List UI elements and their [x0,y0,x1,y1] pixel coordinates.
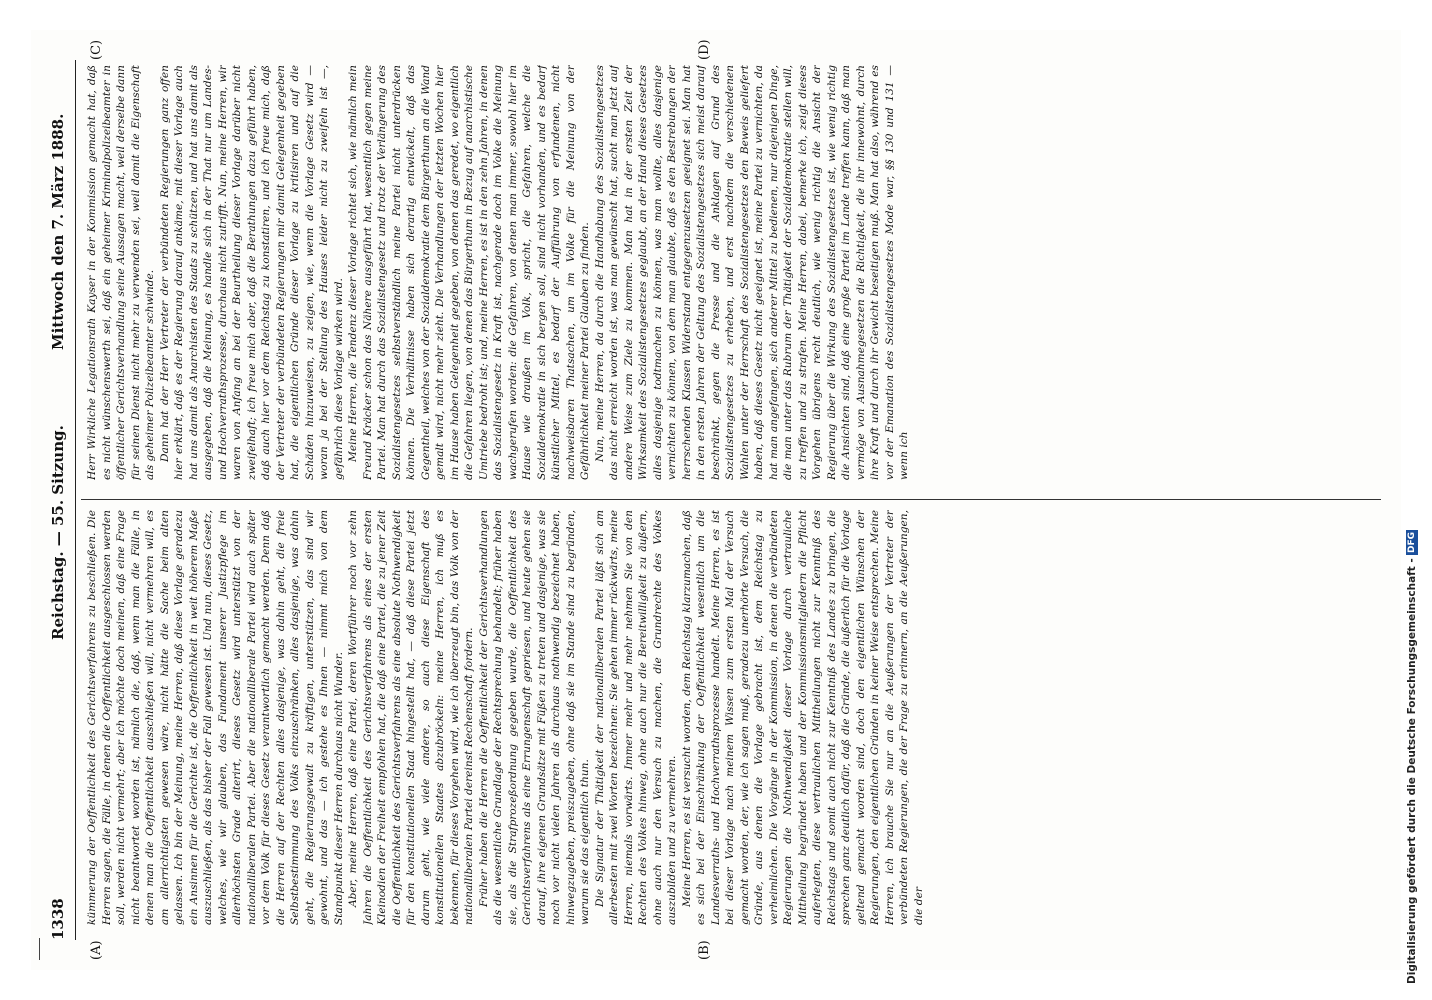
paragraph: Aber, meine Herren, daß eine Partei, deren Wortführer noch vor zehn Jahren die Oeffentlichkeit des Gerichtsverfahrens als eines der ersten Kleinodien der Freiheit empfohlen hat, die daß eine Partei, die zu jener Zeit die Oeffentlichkeit des Gerichtsverfahrens als eine absolute Nothwendigkeit für den konstitutionellen Staat hingestellt hat, — daß diese Partei jetzt darum geht, wie viele andere, so auch diese Eigenschaft des konstitutionellen Staates abzubröckeln: meine Herren, ich muß es bekennen, für dieses Vorgehen wird, wie ich überzeugt bin, das Volk von der nationalliberalen Partei dereinst Rechenschaft fordern. [347,510,475,925]
session-title: Reichstag. — 55. Sitzung. [49,425,67,640]
margin-marker-d: (D) [697,39,712,60]
right-text-column [85,65,1381,480]
session-date: Mittwoch den 7. März 1888. [49,113,67,350]
paragraph: Herr Wirkliche Legationsrath Kayser in der Kommission gemacht hat, daß es nicht wünschenswerth sei, daß ein geheimer Kriminalpolizeibeamter in öffentlicher Gerichtsverhandlung seine Aussagen macht, weil derselbe dann für seinen Dienst nicht mehr zu verwenden sei, weil damit die Eigenschaft als geheimer Polizeibeamter schwinde. [86,65,156,480]
paragraph: kümmerung der Oeffentlichkeit des Gerichtsverfahrens zu beschließen. Die Herren sagen, die Fälle, in denen die Oeffentlichkeit ausgeschlossen werden soll, werden nicht vermehrt; aber ich möchte doch meinen, daß eine Frage nicht beantwortet worden ist, nämlich die, daß, wenn man die Fälle, in denen man die Oeffentlichkeit ausschließen will, nicht vermehren will, es am allerrichtigsten gewesen wäre, nicht hätte die Sache beim alten gelassen. Ich bin der Meinung, meine Herren, daß diese Vorlage geradezu ein Ansinnen für die Gerichte ist, die Oeffentlichkeit in weit höherem Maße auszuschließen, als das bisher der Fall gewesen ist. Und nun, dieses Gesetz, welches, wie wir glauben, das Fundament unserer Justizpflege im allerhöchsten Grade alterirt, dieses Gesetz wird unterstützt von der nationalliberalen Partei. Aber die nationalliberale Partei wird auch später vor dem Volk für dieses Gesetz verantwortlich gemacht werden. Denn daß die Herren auf der Rechten alles dasjenige, was dahin geht, die freie Selbstbestimmung des Volks einzuschränken, alles dasjenige, was dahin geht, die Regierungsgewalt zu kräftigen, unterstützen, das sind wir gewohnt, und das — ich gestehe es Ihnen — nimmt mich von dem Standpunkt dieser Herren durchaus nicht Wunder. [86,510,345,925]
paragraph: Früher haben die Herren die Oeffentlichkeit der Gerichtsverhandlungen als die wesentliche Grundlage der Rechtsprechung behandelt; früher haben sie, als die Strafprozeßordnung gegeben wurde, die Oeffentlichkeit des Gerichtsverfahrens als eine Errungenschaft gepriesen, und heute gehen sie darauf, ihre eigenen Grundsätze mit Füßen zu treten und dasjenige, was sie noch vor nicht vielen Jahren als durchaus nothwendig bezeichnet haben, hinwegzugeben, preiszugeben, ohne daß sie im Stande sind zu begründen, warum sie das eigentlich thun. [477,510,591,925]
header-rule [75,60,76,940]
left-text-column [85,510,1381,925]
paragraph: Meine Herren, es ist versucht worden, dem Reichstag klarzumachen, daß es sich bei der Einschränkung der Oeffentlichkeit wesentlich um die Landesverraths- und Hochverrathsprozesse handelt. Meine Herren, es ist bei dieser Vorlage nach meinem Wissen zum ersten Mal der Versuch gemacht worden, der, wie ich sagen muß, geradezu unerhörte Versuch, die Gründe, aus denen die Vorlage gebracht ist, dem Reichstag zu verheimlichen. Die Vorgänge in der Kommission, in denen die verbündeten Regierungen die Nothwendigkeit dieser Vorlage durch vertrauliche Mittheilung begründet haben und der Kommissionsmitgliedern die Pflicht auferlegten, diese vertraulichen Mittheilungen nicht zur Kenntniß des Reichstags und somit auch nicht zur Kenntniß des Landes zu bringen, die sprechen ganz deutlich dafür, daß die Gründe, die äußerlich für die Vorlage geltend gemacht worden sind, doch den eigentlichen Wünschen der Regierungen, den eigentlichen Gründen in keiner Weise entsprechen. Meine Herren, ich brauche Sie nur an die Aeußerungen der Vertreter der verbündeten Regierungen, die der Frage zu erinnern, an die Aeußerungen, die der [680,510,925,925]
running-head [49,60,75,940]
digitization-credit [1406,16,1426,984]
dfg-logo: DFG [1407,531,1417,553]
margin-marker-b: (B) [697,940,712,960]
paragraph: Dann hat der Herr Vertreter der verbündeten Regierungen ganz offen hier erklärt, daß es der Regierung darauf ankäme, mit dieser Vorlage auch hat uns damit als Anarchisten des Staats zu schützen, und hat uns damit als ausgegeben, daß die Meinung, es handle sich in der That nur um Landes- und Hochverrathsprozesse, durchaus nicht zutrifft. Nun, meine Herren, wir waren von Anfang an bei der Beurtheilung dieser Vorlage darüber nicht zweifelhaft; ich freue mich aber, daß die Berathungen dazu geführt haben, daß auch hier vor dem Reichstag zu konstatiren, und ich freue mich, daß der Vertreter der verbündeten Regierungen mir damit Gelegenheit gegeben hat, die eigentlichen Gründe dieser Vorlage zu kritisiren und auf die Schäden hinzuweisen, zu zeigen, wie, wenn die Vorlage Gesetz wird — woran ja bei der Stellung des Hauses leider nicht zu zweifeln ist —, gefährlich diese Vorlage wirken wird. [158,65,345,480]
scan-mark [39,938,40,960]
paragraph: Die Signatur der Thätigkeit der nationalliberalen Partei läßt sich am allerbesten mit zwei Worten bezeichnen: Sie gehen immer rückwärts, meine Herren, niemals vorwärts. Immer mehr und mehr nehmen Sie von den Rechten des Volkes hinweg, ohne auch nur die Bereitwilligkeit zu äußern, ohne auch nur den Versuch zu machen, die Grundrechte des Volkes auszubilden und zu vermehren. [593,510,678,925]
paragraph: Meine Herren, die Tendenz dieser Vorlage richtet sich, wie nämlich mein Freund Kräcker schon das Nähere ausgeführt hat, wesentlich gegen meine Partei. Man hat durch das Sozialistengesetz und trotz der Verlängerung des Sozialistengesetzes selbstverständlich meine Partei nicht unterdrücken können. Die Verhältnisse haben sich derartig entwickelt, daß das Gegentheil, welches von der Sozialdemokratie dem Bürgerthum an die Wand gemalt wird, nicht mehr zieht. Die Verhandlungen der letzten Wochen hier im Hause haben Gelegenheit gegeben, von denen das geredet, wo eigentlich die Gefahren liegen, von denen das Bürgerthum in Bezug auf anarchistische Umtriebe bedroht ist; und, meine Herren, es ist in den zehn Jahren, in denen das Sozialistengesetz in Kraft ist, nachgerade doch im Volke die Meinung wachgerufen worden: die Gefahren, von denen man immer, sowohl hier im Hause wie draußen im Volk, spricht, die Gefahren, welche die Sozialdemokratie in sich bergen soll, sind nicht vorhanden, und es bedarf künstlicher Mittel, es bedarf der Aufführung von erfundenen, nicht nachweisbaren Thatsachen, um im Volke für die Meinung von der Gefährlichkeit meiner Partei Glauben zu finden. [347,65,591,480]
margin-marker-a: (A) [89,940,104,960]
column-divider [81,499,1381,500]
rotated-document-page [31,30,1401,970]
margin-marker-c: (C) [89,39,104,60]
paragraph: Nun, meine Herren, da durch die Handhabung des Sozialistengesetzes das nicht erreicht worden ist, was man gewünscht hat, sucht man jetzt auf andere Weise zum Ziele zu kommen. Man hat in der ersten Zeit der Wirksamkeit des Sozialistengesetzes geglaubt, an der Hand dieses Gesetzes alles dasjenige todtmachen zu können, was man wollte, alles dasjenige vernichten zu können, von dem man glaubte, daß es den Bestrebungen der herrschenden Klassen Widerstand entgegenzusetzen geeignet sei. Man hat in den ersten Jahren der Geltung des Sozialistengesetzes sich meist darauf beschränkt, gegen die Presse und die Anklagen auf Grund des Sozialistengesetzes zu erheben, und erst nachdem die verschiedenen Wahlen unter der Herrschaft des Sozialistengesetzes den Beweis geliefert haben, daß dieses Gesetz nicht geeignet ist, meine Partei zu vernichten, da hat man angefangen, sich anderer Mittel zu bedienen, nur diejenigen Dinge, die man unter das Rubrum der Thätigkeit der Sozialdemokratie stellen will, zu treffen und zu strafen. Meine Herren, dabei, bemerke ich, zeigt dieses Vorgehen übrigens recht deutlich, wie wenig richtig die Ansicht der Regierung über die Wirkung des Sozialistengesetzes ist, wie wenig richtig die Ansichten sind, daß eine große Partei im Lande treffen kann, daß man vermöge von Ausnahmegesetzen die Richtigkeit, die ihr innewohnt, durch ihre Kraft und durch ihr Gewicht beseitigen muß. Man hat also, während es vor der Emanation des Sozialistengesetzes Mode war, §§ 130 und 131 — wenn ich [593,65,910,480]
credit-text: Digitalisierung gefördert durch die Deutsche Forschungsgemeinschaft - [1406,558,1418,984]
page-number: 1338 [49,898,67,940]
